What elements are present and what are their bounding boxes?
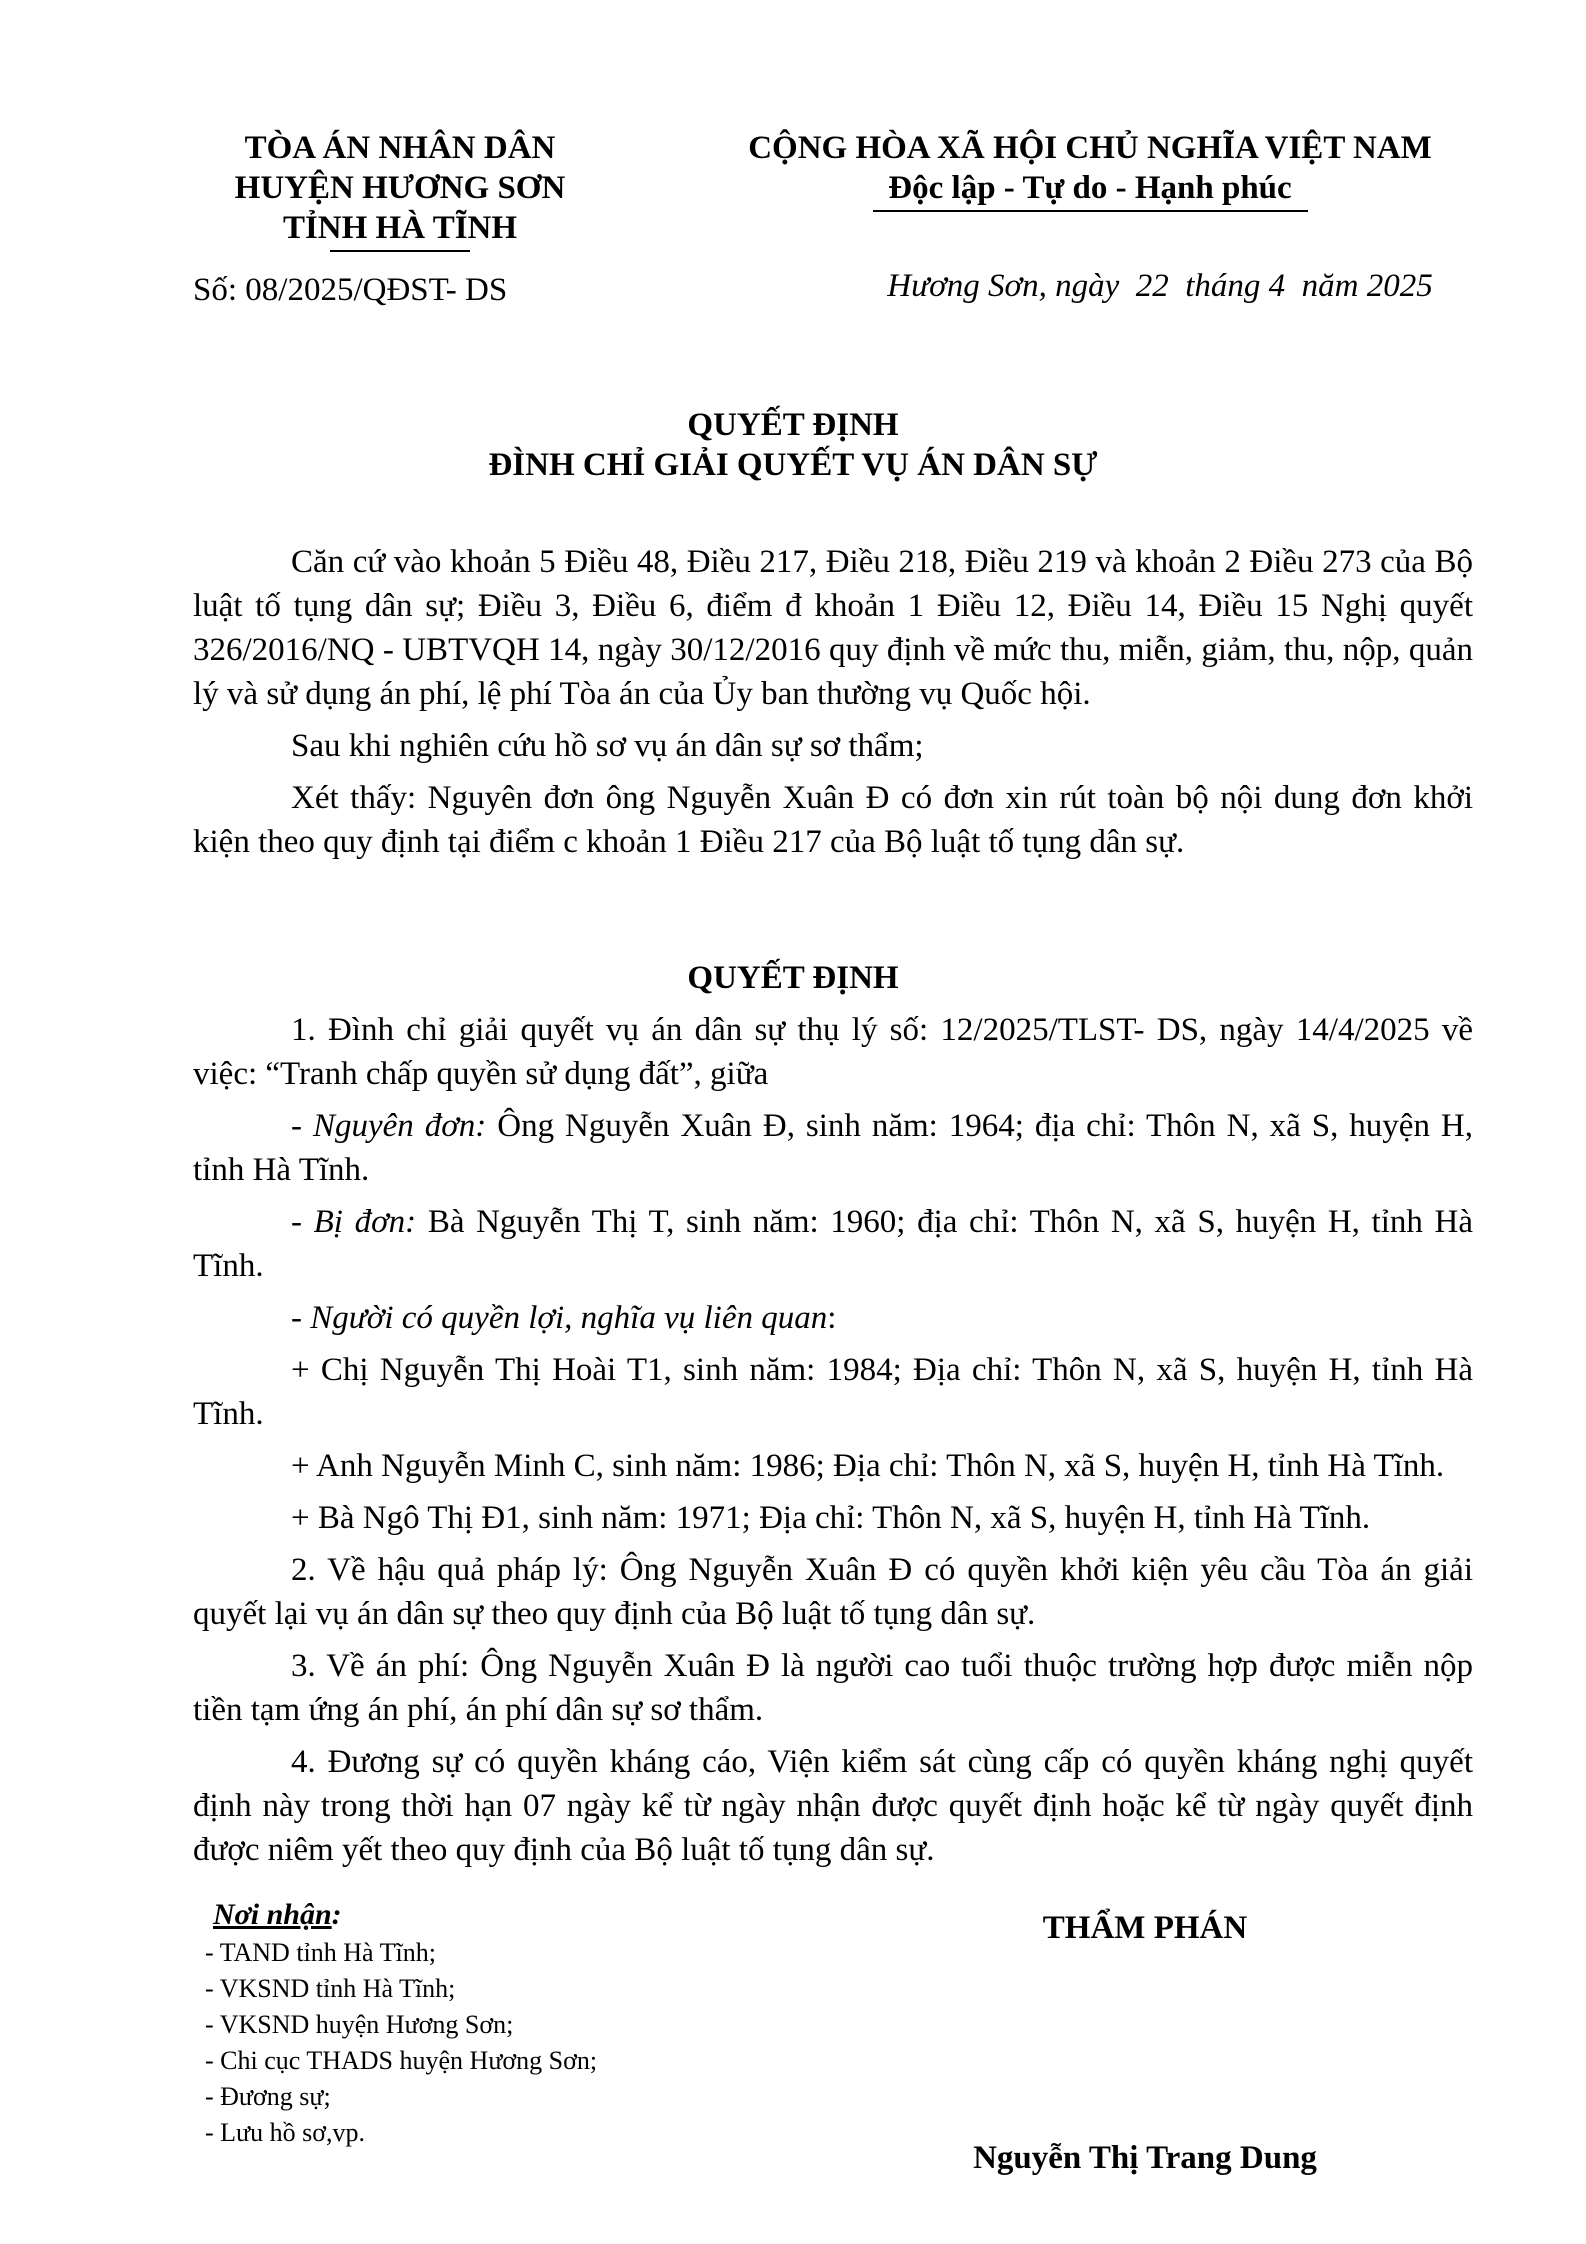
motto-underline [873,210,1308,212]
recipients-block [205,1897,597,2151]
recipients-label: Nơi nhận [213,1898,332,1931]
recipient-item: - Lưu hồ sơ,vp. [205,2118,365,2147]
related-parties-heading [193,1296,1473,1340]
recipient-item: - Đương sự; [205,2082,331,2111]
recipient-item: - Chi cục THADS huyện Hương Sơn; [205,2046,598,2075]
related-party-1: + Chị Nguyễn Thị Hoài T1, sinh năm: 1984; Địa chỉ: Thôn N, xã S, huyện H, tỉnh Hà Tĩnh. [193,1352,1473,1432]
plaintiff-paragraph [193,1104,1473,1192]
defendant-paragraph [193,1200,1473,1288]
recipients-colon: : [331,1898,342,1931]
decision-item-2: 2. Về hậu quả pháp lý: Ông Nguyễn Xuân Đ có quyền khởi kiện yêu cầu Tòa án giải quyết lại vụ án dân sự theo quy định của Bộ luật tố tụng dân sự. [193,1552,1473,1632]
recipients-heading [213,1897,597,1933]
consideration-paragraph: Xét thấy: Nguyên đơn ông Nguyễn Xuân Đ có đơn xin rút toàn bộ nội dung đơn khởi kiện theo quy định tại điểm c khoản 1 Điều 217 của Bộ luật tố tụng dân sự. [193,780,1473,860]
title-line-1: QUYẾT ĐỊNH [687,407,899,443]
recipient-item: - TAND tỉnh Hà Tĩnh; [205,1938,436,1967]
court-line-2: HUYỆN HƯƠNG SƠN [234,170,566,206]
legal-basis-paragraph: Căn cứ vào khoản 5 Điều 48, Điều 217, Điều 218, Điều 219 và khoản 2 Điều 273 của Bộ luật tố tụng dân sự; Điều 3, Điều 6, điểm đ khoản 1 Điều 12, Điều 14, Điều 15 Nghị quyết 326/2016/NQ - UBTVQH 14, ngày 30/12/2016 quy định về mức thu, miễn, giảm, thu, nộp, quản lý và sử dụng án phí, lệ phí Tòa án của Ủy ban thường vụ Quốc hội. [193,544,1473,712]
related-label: - Người có quyền lợi, nghĩa vụ liên quan [291,1300,828,1336]
document-number: Số: 08/2025/QĐST- DS [193,272,508,308]
plaintiff-label: - Nguyên đơn: [291,1108,487,1144]
court-header [170,128,630,252]
defendant-text: Bà Nguyễn Thị T, sinh năm: 1960; địa chỉ: Thôn N, xã S, huyện H, tỉnh Hà Tĩnh. [193,1204,1473,1284]
decision-item-1: 1. Đình chỉ giải quyết vụ án dân sự thụ lý số: 12/2025/TLST- DS, ngày 14/4/2025 về việc: “Tranh chấp quyền sử dụng đất”, giữa [193,1012,1473,1092]
court-line-3: TỈNH HÀ TĨNH [282,210,518,246]
title-line-2: ĐÌNH CHỈ GIẢI QUYẾT VỤ ÁN DÂN SỰ [488,447,1098,483]
recipient-item: - VKSND huyện Hương Sơn; [205,2010,514,2039]
judge-name: Nguyễn Thị Trang Dung [973,2140,1317,2176]
court-line-1: TÒA ÁN NHÂN DÂN [244,130,556,166]
document-title [0,405,1586,485]
related-colon: : [827,1300,837,1336]
nation-line-1: CỘNG HÒA XÃ HỘI CHỦ NGHĨA VIỆT NAM [748,130,1432,166]
plaintiff-text: Ông Nguyễn Xuân Đ, sinh năm: 1964; địa chỉ: Thôn N, xã S, huyện H, tỉnh Hà Tĩnh. [193,1108,1473,1188]
national-header [700,128,1480,212]
recipient-item: - VKSND tỉnh Hà Tĩnh; [205,1974,456,2003]
recipients-list [205,1935,597,2151]
decision-heading: QUYẾT ĐỊNH [687,960,899,996]
judge-title: THẨM PHÁN [1042,1910,1248,1946]
related-party-3: + Bà Ngô Thị Đ1, sinh năm: 1971; Địa chỉ: Thôn N, xã S, huyện H, tỉnh Hà Tĩnh. [291,1500,1371,1536]
place-and-date: Hương Sơn, ngày 22 tháng 4 năm 2025 [887,268,1433,304]
decision-item-3: 3. Về án phí: Ông Nguyễn Xuân Đ là người cao tuổi thuộc trường hợp được miễn nộp tiền tạm ứng án phí, án phí dân sự sơ thẩm. [193,1648,1473,1728]
preamble [193,540,1473,872]
nation-motto: Độc lập - Tự do - Hạnh phúc [888,170,1292,206]
court-underline [330,250,470,252]
related-party-2: + Anh Nguyễn Minh C, sinh năm: 1986; Địa chỉ: Thôn N, xã S, huyện H, tỉnh Hà Tĩnh. [291,1448,1445,1484]
study-paragraph: Sau khi nghiên cứu hồ sơ vụ án dân sự sơ thẩm; [291,728,924,764]
decision-item-4: 4. Đương sự có quyền kháng cáo, Viện kiểm sát cùng cấp có quyền kháng nghị quyết định này trong thời hạn 07 ngày kể từ ngày nhận được quyết định hoặc kể từ ngày quyết định được niêm yết theo quy định của Bộ luật tố tụng dân sự. [193,1744,1473,1868]
decision-body [193,1008,1473,1880]
defendant-label: - Bị đơn: [291,1204,417,1240]
